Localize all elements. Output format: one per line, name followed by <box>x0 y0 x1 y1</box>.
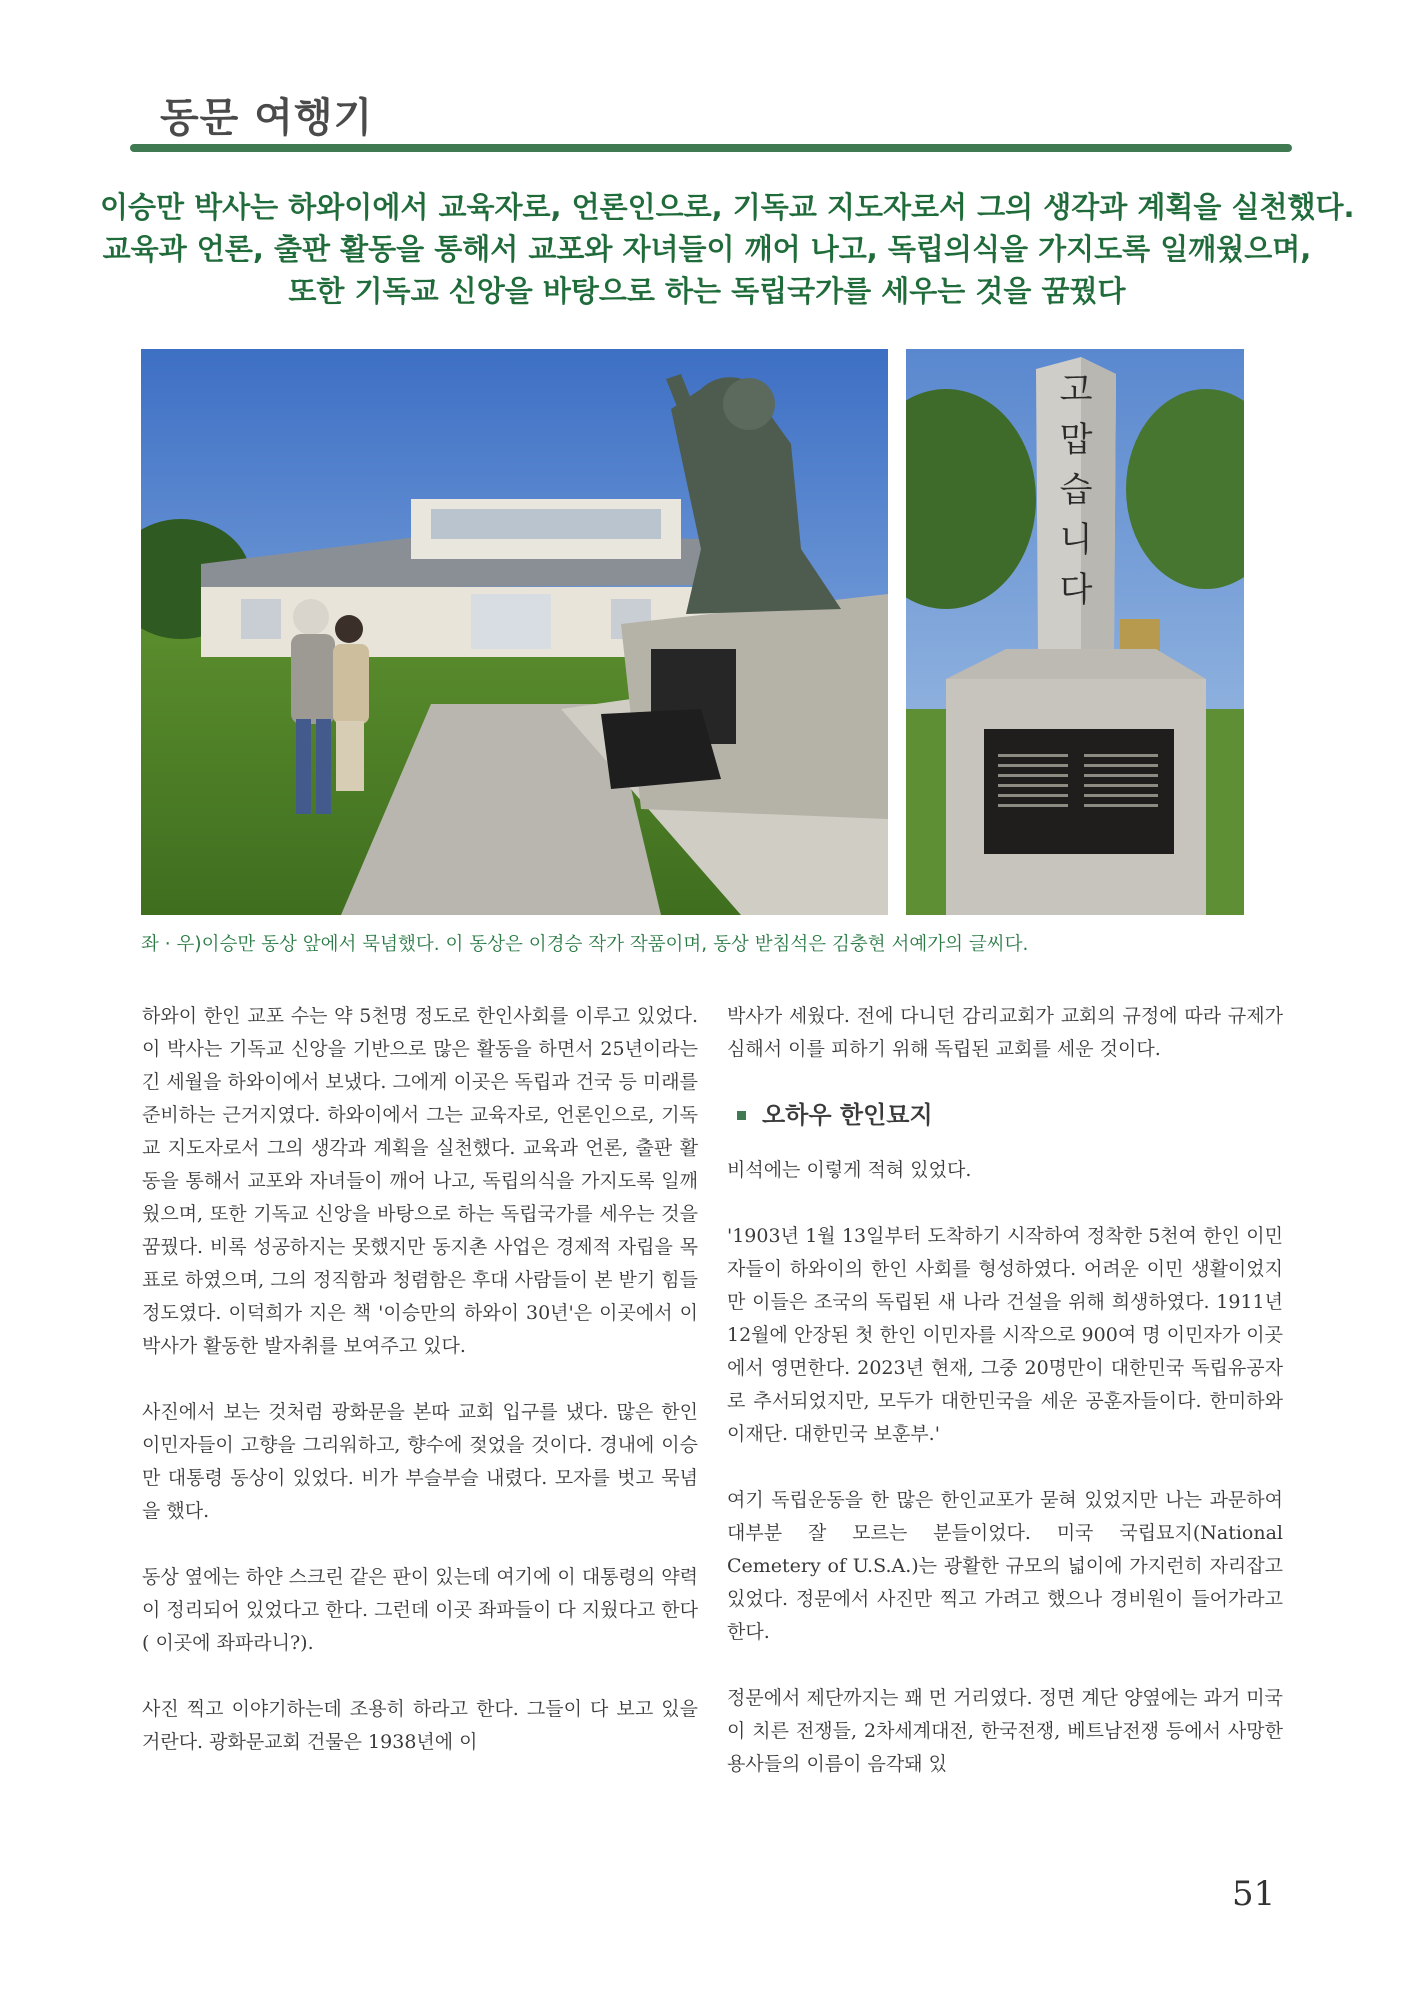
body-paragraph: 박사가 세웠다. 전에 다니던 감리교회가 교회의 규정에 따라 규제가 심해서 이를 피하기 위해 독립된 교회를 세운 것이다. <box>727 1005 1283 1060</box>
photo-caption: 좌 · 우)이승만 동상 앞에서 묵념했다. 이 동상은 이경승 작가 작품이며, 동상 받침석은 김충현 서예가의 글씨다. <box>141 934 1029 955</box>
monument-photo <box>906 349 1244 915</box>
body-paragraph: 하와이 한인 교포 수는 약 5천명 정도로 한인사회를 이루고 있었다. 이 박사는 기독교 신앙을 기반으로 많은 활동을 하면서 25년이라는 긴 세월을 하와이에서 보냈다. 그에게 이곳은 독립과 건국 등 미래를 준비하는 근거지였다. 하와이에서 그는 교육자로, 언론인으로, 기독교 지도자로서 그의 생각과 계획을 실천했다. 교육과 언론, 출판 활동을 통해서 교포와 자녀들이 깨어 나고, 독립의식을 가지도록 일깨웠으며, 또한 기독교 신앙을 바탕으로 하는 독립국가를 세우는 것을 꿈꿨다. 비록 성공하지는 못했지만 동지촌 사업은 경제적 자립을 목표로 하였으며, 그의 정직함과 청렴함은 후대 사람들이 본 받기 힘들 정도였다. 이덕희가 지은 책 '이승만의 하와이 30년'은 이곳에서 이 박사가 활동한 발자취를 보여주고 있다. <box>142 1005 698 1357</box>
body-paragraph: 비석에는 이렇게 적혀 있었다. <box>727 1159 972 1181</box>
body-paragraph: 동상 옆에는 하얀 스크린 같은 판이 있는데 여기에 이 대통령의 약력이 정리되어 있었다고 한다. 그런데 이곳 좌파들이 다 지웠다고 한다( 이곳에 좌파라니?). <box>142 1566 698 1654</box>
body-paragraph: 사진 찍고 이야기하는데 조용히 하라고 한다. 그들이 다 보고 있을 거란다. 광화문교회 건물은 1938년에 이 <box>142 1698 698 1753</box>
body-paragraph: 사진에서 보는 것처럼 광화문을 본따 교회 입구를 냈다. 많은 한인 이민자들이 고향을 그리워하고, 향수에 젖었을 것이다. 경내에 이승만 대통령 동상이 있었다. 비가 부슬부슬 내렸다. 모자를 벗고 묵념을 했다. <box>142 1401 698 1522</box>
subheading-text: 오하우 한인묘지 <box>762 1101 933 1129</box>
monument-inscription-char: 고 <box>1059 370 1093 410</box>
article-column-left <box>142 1000 698 1792</box>
section-title: 동문 여행기 <box>160 95 374 141</box>
monument-inscription-char: 다 <box>1059 570 1093 610</box>
body-paragraph: '1903년 1월 13일부터 도착하기 시작하여 정착한 5천여 한인 이민자들이 하와이의 한인 사회를 형성하였다. 어려운 이민 생활이었지만 이들은 조국의 독립된 새 나라 건설을 위해 희생하였다. 1911년 12월에 안장된 첫 한인 이민자를 시작으로 900여 명 이민자가 이곳에서 영면한다. 2023년 현재, 그중 20명만이 대한민국 독립유공자로 추서되었지만, 모두가 대한민국을 세운 공훈자들이다. 한미하와이재단. 대한민국 보훈부.' <box>727 1225 1283 1445</box>
header-divider <box>130 144 1292 152</box>
lead-line: 이승만 박사는 하와이에서 교육자로, 언론인으로, 기독교 지도자로서 그의 생각과 계획을 실천했다. <box>100 190 1355 224</box>
body-paragraph: 정문에서 제단까지는 꽤 먼 거리였다. 정면 계단 양옆에는 과거 미국이 치른 전쟁들, 2차세계대전, 한국전쟁, 베트남전쟁 등에서 사망한 용사들의 이름이 음각돼 있 <box>727 1687 1283 1775</box>
lead-line: 또한 기독교 신앙을 바탕으로 하는 독립국가를 세우는 것을 꿈꿨다 <box>288 274 1126 308</box>
lead-line: 교육과 언론, 출판 활동을 통해서 교포와 자녀들이 깨어 나고, 독립의식을 가지도록 일깨웠으며, <box>102 232 1312 266</box>
monument-inscription-char: 니 <box>1059 520 1093 560</box>
body-paragraph: 여기 독립운동을 한 많은 한인교포가 묻혀 있었지만 나는 과문하여 대부분 잘 모르는 분들이었다. 미국 국립묘지(National Cemetery of U.S.A.)는 광활한 규모의 넓이에 가지런히 자리잡고 있었다. 정문에서 사진만 찍고 가려고 했으나 경비원이 들어가라고 한다. <box>727 1489 1283 1643</box>
page-number: 51 <box>1232 1874 1276 1914</box>
square-bullet-icon <box>737 1111 746 1120</box>
section-subheading <box>737 1099 1283 1132</box>
monument-inscription-char: 맙 <box>1059 420 1093 460</box>
monument-inscription-char: 습 <box>1059 470 1093 510</box>
lead-paragraph <box>100 186 1355 312</box>
article-column-right <box>727 1000 1283 1814</box>
statue-photo <box>141 349 888 915</box>
